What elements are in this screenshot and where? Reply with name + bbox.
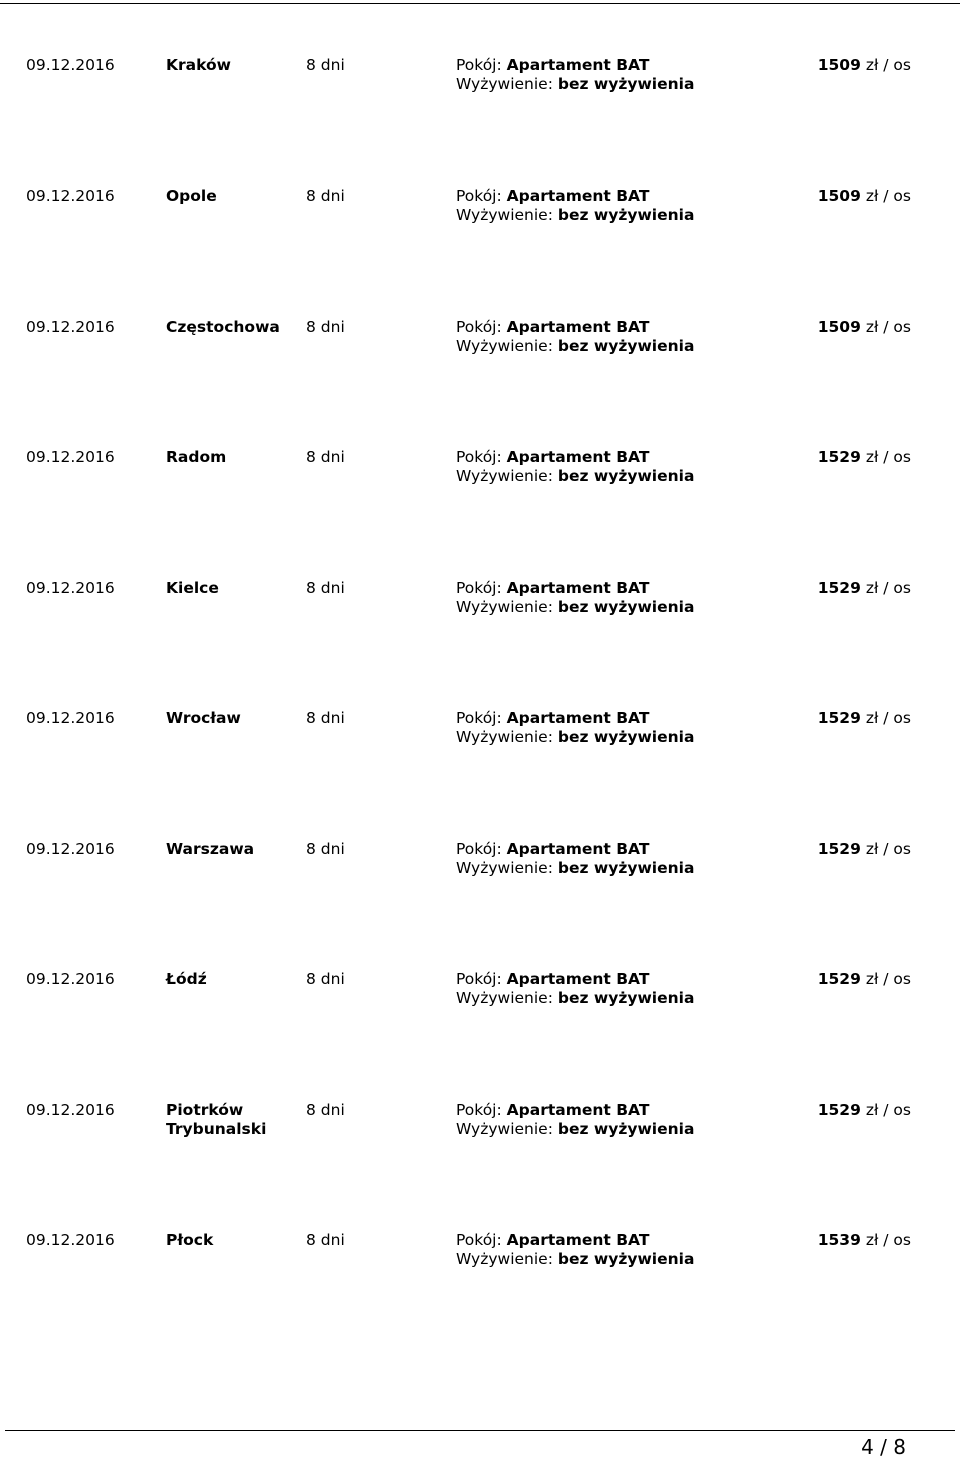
offer-room (456, 187, 649, 206)
offer-city: Piotrków Trybunalski (166, 1101, 267, 1138)
offer-date: 09.12.2016 (26, 56, 115, 74)
offer-room (456, 56, 649, 75)
price-value: 1509 (817, 56, 861, 74)
offer-row (0, 840, 960, 900)
offer-date: 09.12.2016 (26, 709, 115, 727)
offer-city: Warszawa (166, 840, 255, 858)
board-value: bez wyżywienia (557, 337, 695, 355)
room-label: Pokój: (456, 187, 502, 205)
offer-price (818, 448, 911, 467)
offer-board (456, 206, 694, 225)
offer-board (456, 75, 694, 94)
room-value: Apartament BAT (506, 187, 650, 205)
price-value: 1539 (817, 1231, 861, 1249)
price-unit: zł / os (865, 840, 911, 858)
offer-duration: 8 dni (306, 1101, 345, 1119)
offer-duration: 8 dni (306, 56, 345, 74)
offer-row (0, 187, 960, 247)
offer-price (818, 970, 911, 989)
room-value: Apartament BAT (506, 1101, 650, 1119)
offer-price (818, 840, 911, 859)
room-label: Pokój: (456, 448, 502, 466)
offer-row (0, 1101, 960, 1161)
room-value: Apartament BAT (506, 579, 650, 597)
price-unit: zł / os (865, 56, 911, 74)
offer-board (456, 859, 694, 878)
room-value: Apartament BAT (506, 1231, 650, 1249)
offer-board (456, 728, 694, 747)
offer-date: 09.12.2016 (26, 318, 115, 336)
offer-board (456, 989, 694, 1008)
board-value: bez wyżywienia (557, 75, 695, 93)
board-label: Wyżywienie: (456, 467, 553, 485)
price-value: 1529 (817, 709, 861, 727)
room-value: Apartament BAT (506, 56, 650, 74)
price-value: 1509 (817, 318, 861, 336)
offer-duration: 8 dni (306, 318, 345, 336)
offer-room (456, 840, 649, 859)
board-value: bez wyżywienia (557, 859, 695, 877)
price-unit: zł / os (865, 1231, 911, 1249)
price-value: 1509 (817, 187, 861, 205)
room-label: Pokój: (456, 1101, 502, 1119)
price-unit: zł / os (865, 448, 911, 466)
offer-duration: 8 dni (306, 709, 345, 727)
offer-city: Kielce (166, 579, 219, 597)
board-label: Wyżywienie: (456, 1250, 553, 1268)
room-label: Pokój: (456, 579, 502, 597)
offer-city: Opole (166, 187, 217, 205)
price-value: 1529 (817, 1101, 861, 1119)
offer-city: Łódź (166, 970, 207, 988)
price-value: 1529 (817, 970, 861, 988)
room-label: Pokój: (456, 56, 502, 74)
board-value: bez wyżywienia (557, 467, 695, 485)
offer-city: Kraków (166, 56, 231, 74)
board-value: bez wyżywienia (557, 728, 695, 746)
price-unit: zł / os (865, 1101, 911, 1119)
offer-city: Częstochowa (166, 318, 280, 336)
offer-price (818, 318, 911, 337)
offer-room (456, 1231, 649, 1250)
offer-price (818, 1231, 911, 1250)
offer-duration: 8 dni (306, 187, 345, 205)
offer-room (456, 970, 649, 989)
offer-date: 09.12.2016 (26, 840, 115, 858)
offer-price (818, 56, 911, 75)
offer-board (456, 1120, 694, 1139)
offer-row (0, 448, 960, 508)
offer-room (456, 318, 649, 337)
top-divider (0, 3, 960, 4)
price-unit: zł / os (865, 709, 911, 727)
offer-row (0, 970, 960, 1030)
offer-row (0, 709, 960, 769)
offer-board (456, 598, 694, 617)
board-value: bez wyżywienia (557, 1250, 695, 1268)
board-label: Wyżywienie: (456, 1120, 553, 1138)
offer-room (456, 579, 649, 598)
board-label: Wyżywienie: (456, 75, 553, 93)
board-label: Wyżywienie: (456, 989, 553, 1007)
offer-room (456, 709, 649, 728)
offer-duration: 8 dni (306, 840, 345, 858)
offer-date: 09.12.2016 (26, 579, 115, 597)
offer-room (456, 448, 649, 467)
board-value: bez wyżywienia (557, 1120, 695, 1138)
price-value: 1529 (817, 840, 861, 858)
offer-city: Radom (166, 448, 227, 466)
offer-date: 09.12.2016 (26, 448, 115, 466)
offer-board (456, 467, 694, 486)
offer-board (456, 337, 694, 356)
board-value: bez wyżywienia (557, 206, 695, 224)
room-value: Apartament BAT (506, 448, 650, 466)
offer-row (0, 1231, 960, 1291)
room-label: Pokój: (456, 840, 502, 858)
offer-city: Wrocław (166, 709, 241, 727)
offer-row (0, 318, 960, 378)
room-label: Pokój: (456, 1231, 502, 1249)
price-value: 1529 (817, 579, 861, 597)
offer-date: 09.12.2016 (26, 187, 115, 205)
board-label: Wyżywienie: (456, 859, 553, 877)
offer-price (818, 579, 911, 598)
offer-board (456, 1250, 694, 1269)
room-label: Pokój: (456, 970, 502, 988)
offer-row (0, 579, 960, 639)
page-number: 4 / 8 (861, 1435, 906, 1459)
board-label: Wyżywienie: (456, 728, 553, 746)
offer-room (456, 1101, 649, 1120)
offer-price (818, 709, 911, 728)
offer-duration: 8 dni (306, 970, 345, 988)
room-value: Apartament BAT (506, 970, 650, 988)
board-value: bez wyżywienia (557, 989, 695, 1007)
board-label: Wyżywienie: (456, 598, 553, 616)
offer-duration: 8 dni (306, 1231, 345, 1249)
room-value: Apartament BAT (506, 840, 650, 858)
price-value: 1529 (817, 448, 861, 466)
price-unit: zł / os (865, 187, 911, 205)
price-unit: zł / os (865, 970, 911, 988)
offer-city: Płock (166, 1231, 214, 1249)
offer-duration: 8 dni (306, 448, 345, 466)
board-label: Wyżywienie: (456, 206, 553, 224)
board-value: bez wyżywienia (557, 598, 695, 616)
offer-date: 09.12.2016 (26, 1101, 115, 1119)
offer-price (818, 187, 911, 206)
price-unit: zł / os (865, 579, 911, 597)
footer-divider (5, 1430, 955, 1431)
room-value: Apartament BAT (506, 709, 650, 727)
room-label: Pokój: (456, 318, 502, 336)
offer-price (818, 1101, 911, 1120)
price-unit: zł / os (865, 318, 911, 336)
board-label: Wyżywienie: (456, 337, 553, 355)
room-label: Pokój: (456, 709, 502, 727)
offer-duration: 8 dni (306, 579, 345, 597)
offer-date: 09.12.2016 (26, 1231, 115, 1249)
offer-row (0, 56, 960, 116)
offer-date: 09.12.2016 (26, 970, 115, 988)
room-value: Apartament BAT (506, 318, 650, 336)
